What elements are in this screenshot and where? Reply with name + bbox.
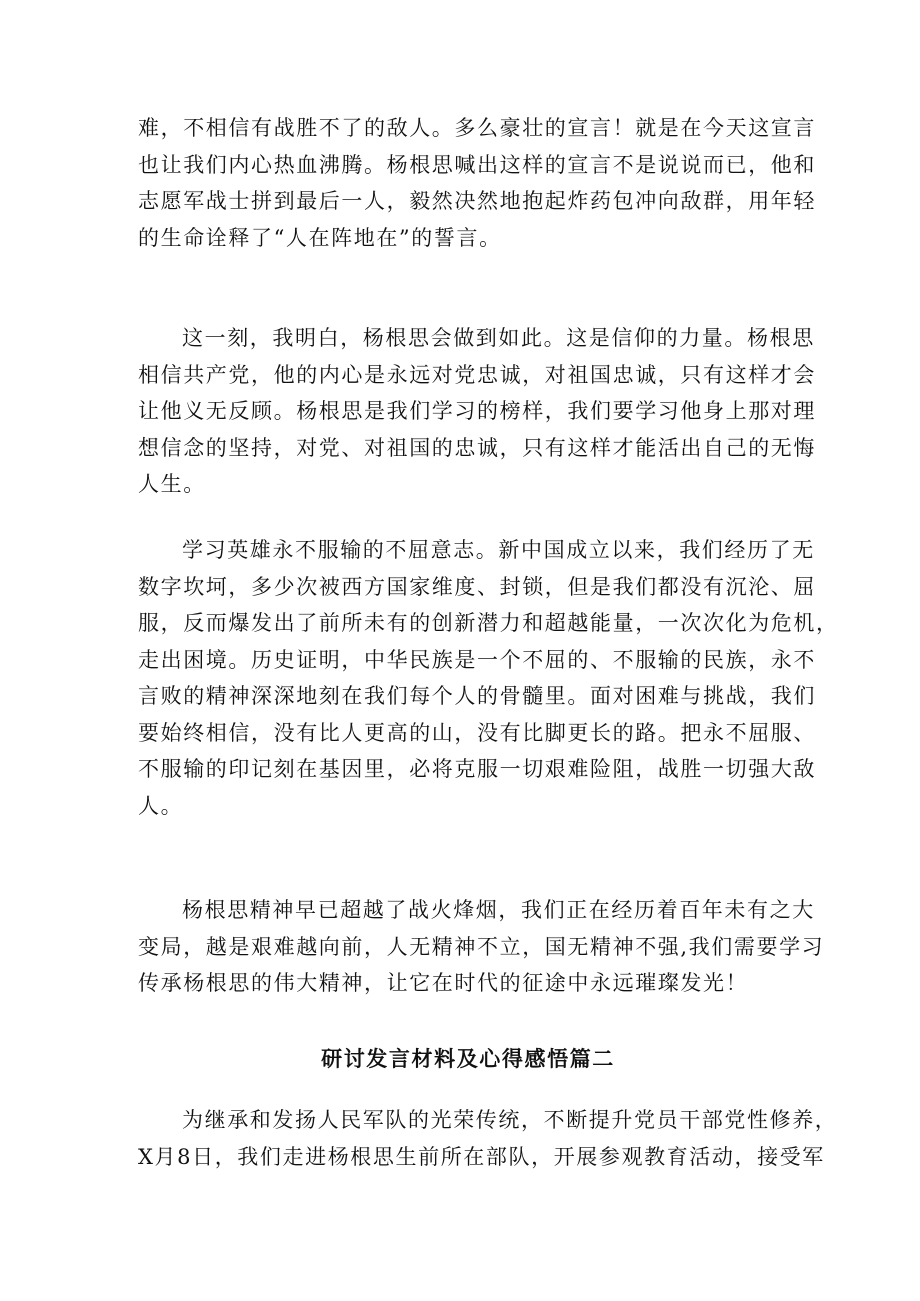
paragraph-2 (138, 320, 816, 503)
text-line: 志愿军战士拼到最后一人，毅然决然地抱起炸药包冲向敌群，用年轻 (138, 189, 816, 213)
text-line: 让他义无反顾。杨根思是我们学习的榜样，我们要学习他身上那对理 (138, 399, 816, 423)
text-line: 人。 (138, 793, 184, 818)
text-line: 变局，越是艰难越向前，人无精神不立，国无精神不强,我们需要学习 (138, 934, 825, 959)
text-line: 的生命诠释了“人在阵地在”的誓言。 (138, 225, 502, 250)
text-line: 言败的精神深深地刻在我们每个人的骨髓里。面对困难与挑战，我们 (138, 684, 816, 708)
text-line: 数字坎坷，多少次被西方国家维度、封锁，但是我们都没有沉沦、屈 (138, 574, 816, 599)
text-line: 杨根思精神早已超越了战火烽烟，我们正在经历着百年未有之大 (182, 898, 815, 922)
paragraph-1 (138, 110, 816, 256)
paragraph-4 (138, 892, 825, 1002)
text-line: 要始终相信，没有比人更高的山，没有比脚更长的路。把永不屈服、 (138, 720, 816, 745)
paragraph-3 (138, 532, 839, 824)
text-line: 难，不相信有战胜不了的敌人。多么豪壮的宣言！就是在今天这宣言 (138, 116, 816, 140)
text-line: 人生。 (138, 472, 206, 496)
text-line: 走出困境。历史证明，中华民族是一个不屈的、不服输的民族，永不 (138, 647, 816, 672)
text-line: 学习英雄永不服输的不屈意志。新中国成立以来，我们经历了无 (182, 538, 815, 562)
text-line: 不服输的印记刻在基因里，必将克服一切艰难险阻，战胜一切强大敌 (138, 757, 816, 781)
text-line: 也让我们内心热血沸腾。杨根思喊出这样的宣言不是说说而已，他和 (138, 152, 816, 177)
text-line: 服，反而爆发出了前所未有的创新潜力和超越能量，一次次化为危机， (138, 611, 839, 635)
paragraph-5 (138, 1102, 838, 1175)
text-line: 想信念的坚持，对党、对祖国的忠诚，只有这样才能活出自己的无悔 (138, 435, 816, 460)
text-line: 相信共产党，他的内心是永远对党忠诚，对祖国忠诚，只有这样才会 (138, 362, 816, 387)
text-line: 传承杨根思的伟大精神，让它在时代的征途中永远璀璨发光！ (138, 971, 749, 995)
text-line: X月8日，我们走进杨根思生前所在部队，开展参观教育活动，接受军 (138, 1144, 825, 1169)
text-line: 为继承和发扬人民军队的光荣传统，不断提升党员干部党性修养， (182, 1108, 838, 1132)
section-heading: 研讨发言材料及心得感悟篇二 (321, 1046, 615, 1071)
text-line: 这一刻，我明白，杨根思会做到如此。这是信仰的力量。杨根思 (182, 326, 815, 350)
